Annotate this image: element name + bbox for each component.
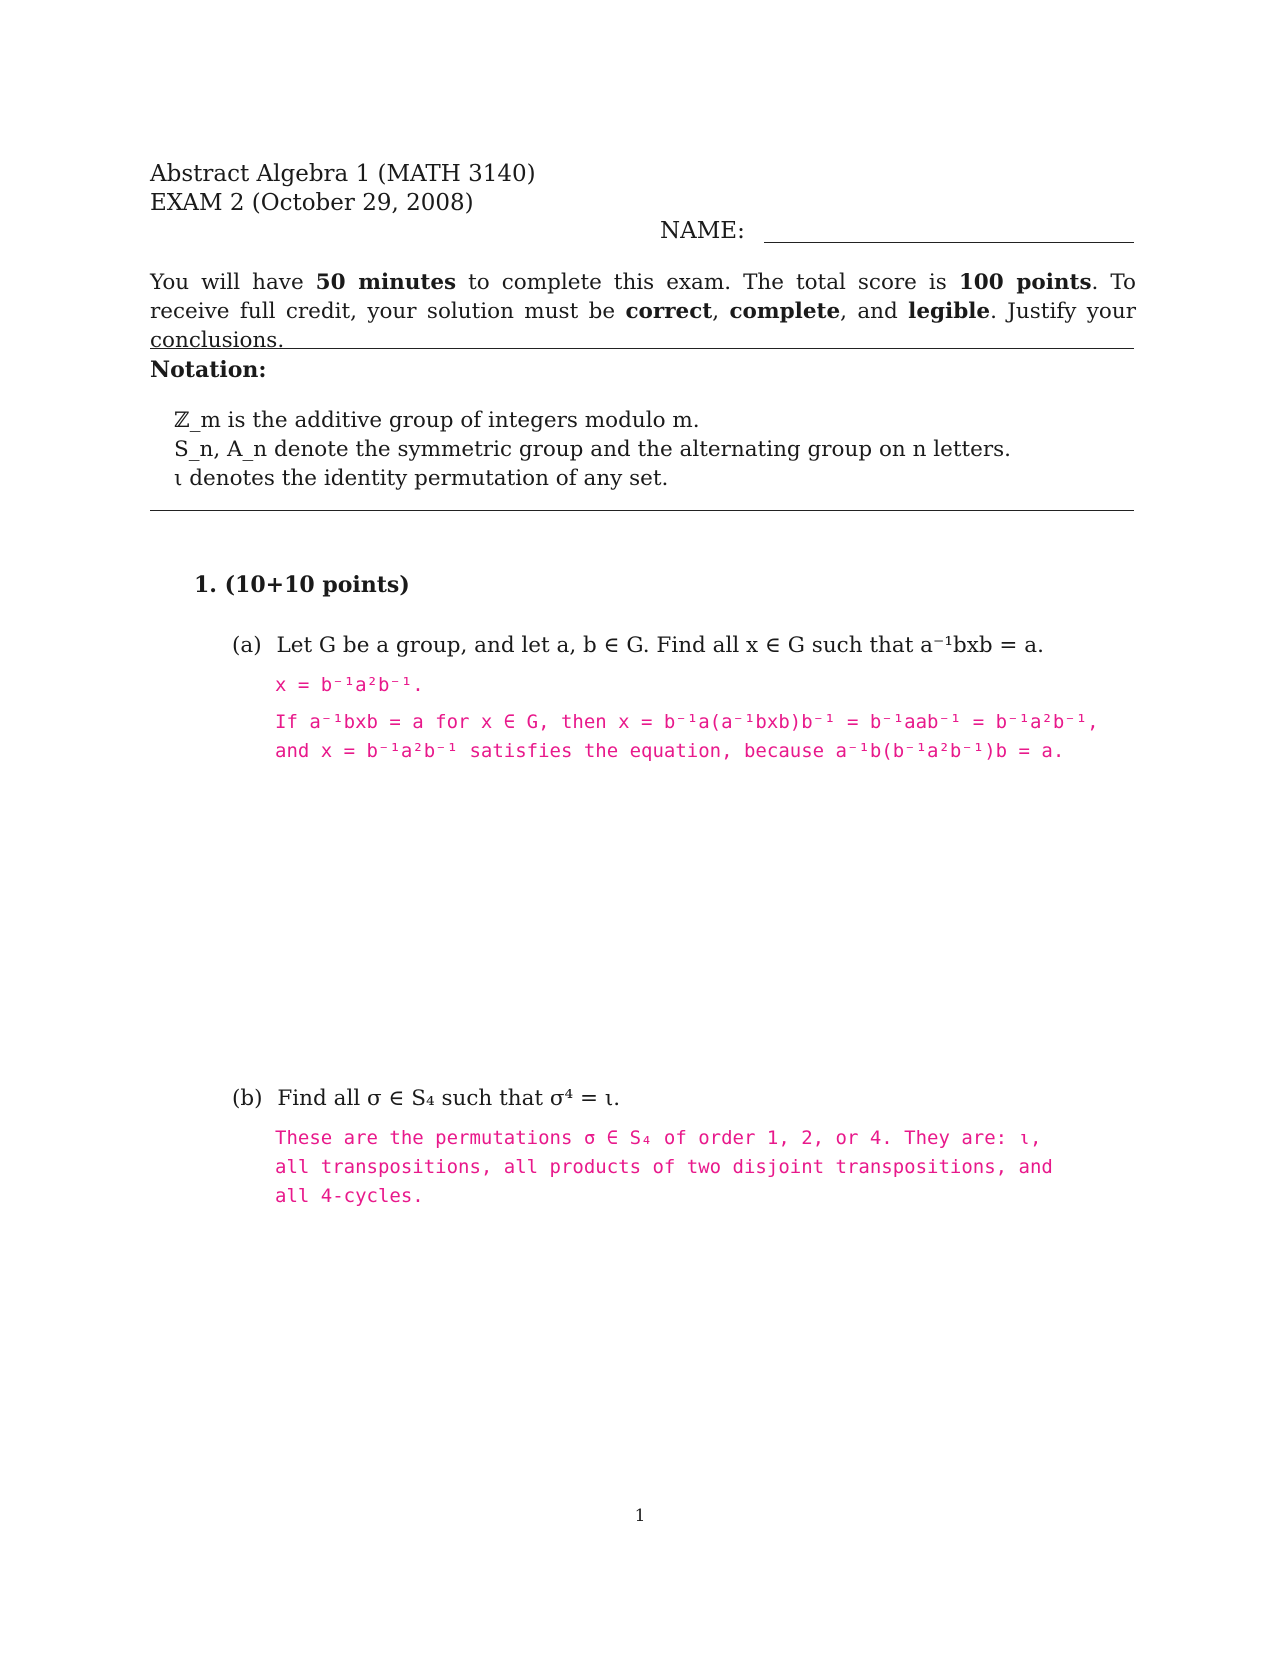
intro-text-4: , [712, 299, 730, 324]
intro-time: 50 minutes [315, 270, 457, 295]
intro-text-6: . Justify your conclusions. [150, 299, 1137, 353]
divider-top [150, 348, 1134, 349]
notation-line-1: ℤ_m is the additive group of integers modulo m. [174, 408, 700, 433]
part-b-label: (b) [232, 1086, 263, 1111]
part-a-answer-line-1: x = b⁻¹a²b⁻¹. [275, 674, 424, 696]
notation-line-3: ι denotes the identity permutation of any set. [174, 466, 669, 491]
part-a-answer-line-2: If a⁻¹bxb = a for x ∈ G, then x = b⁻¹a(a⁻¹bxb)b⁻¹ = b⁻¹aab⁻¹ = b⁻¹a²b⁻¹, [275, 711, 1099, 733]
part-b-answer-line-2: all transpositions, all products of two disjoint transpositions, and [275, 1156, 1053, 1178]
notation-block [174, 406, 1011, 493]
intro-correct: correct [625, 299, 713, 324]
intro-text-2: to complete this exam. The total score is [456, 270, 959, 295]
part-b-answer-line-3: all 4-cycles. [275, 1185, 424, 1207]
name-blank-line[interactable] [764, 242, 1134, 243]
page-number: 1 [634, 1506, 646, 1526]
question-1-heading: 1. (10+10 points) [194, 572, 410, 598]
exam-title: EXAM 2 (October 29, 2008) [150, 190, 474, 216]
divider-bottom [150, 510, 1134, 511]
part-a-prompt-row [232, 631, 1044, 660]
part-b-answer-line-1: These are the permutations σ ∈ S₄ of order 1, 2, or 4. They are: ι, [275, 1127, 1042, 1149]
name-field-row [150, 218, 1134, 250]
intro-points: 100 points [958, 270, 1092, 295]
part-a-label: (a) [232, 633, 262, 658]
exam-instructions [150, 268, 1136, 355]
intro-legible: legible [908, 299, 991, 324]
part-b-prompt: Find all σ ∈ S₄ such that σ⁴ = ι. [277, 1086, 621, 1111]
part-a-answer-line-3: and x = b⁻¹a²b⁻¹ satisfies the equation, because a⁻¹b(b⁻¹a²b⁻¹)b = a. [275, 740, 1065, 762]
part-b-prompt-row [232, 1084, 620, 1113]
notation-heading: Notation: [150, 357, 267, 383]
intro-text-1: You will have [150, 270, 316, 295]
course-title: Abstract Algebra 1 (MATH 3140) [150, 161, 536, 187]
part-a-prompt: Let G be a group, and let a, b ∈ G. Find all x ∈ G such that a⁻¹bxb = a. [276, 633, 1044, 658]
intro-text-3: . To receive full credit, your solution must be [150, 270, 1136, 324]
notation-line-2: S_n, A_n denote the symmetric group and the alternating group on n letters. [174, 437, 1011, 462]
intro-complete: complete [729, 299, 841, 324]
name-label: NAME: [660, 218, 745, 244]
exam-title-block [150, 160, 536, 218]
intro-text-5: , and [840, 299, 909, 324]
